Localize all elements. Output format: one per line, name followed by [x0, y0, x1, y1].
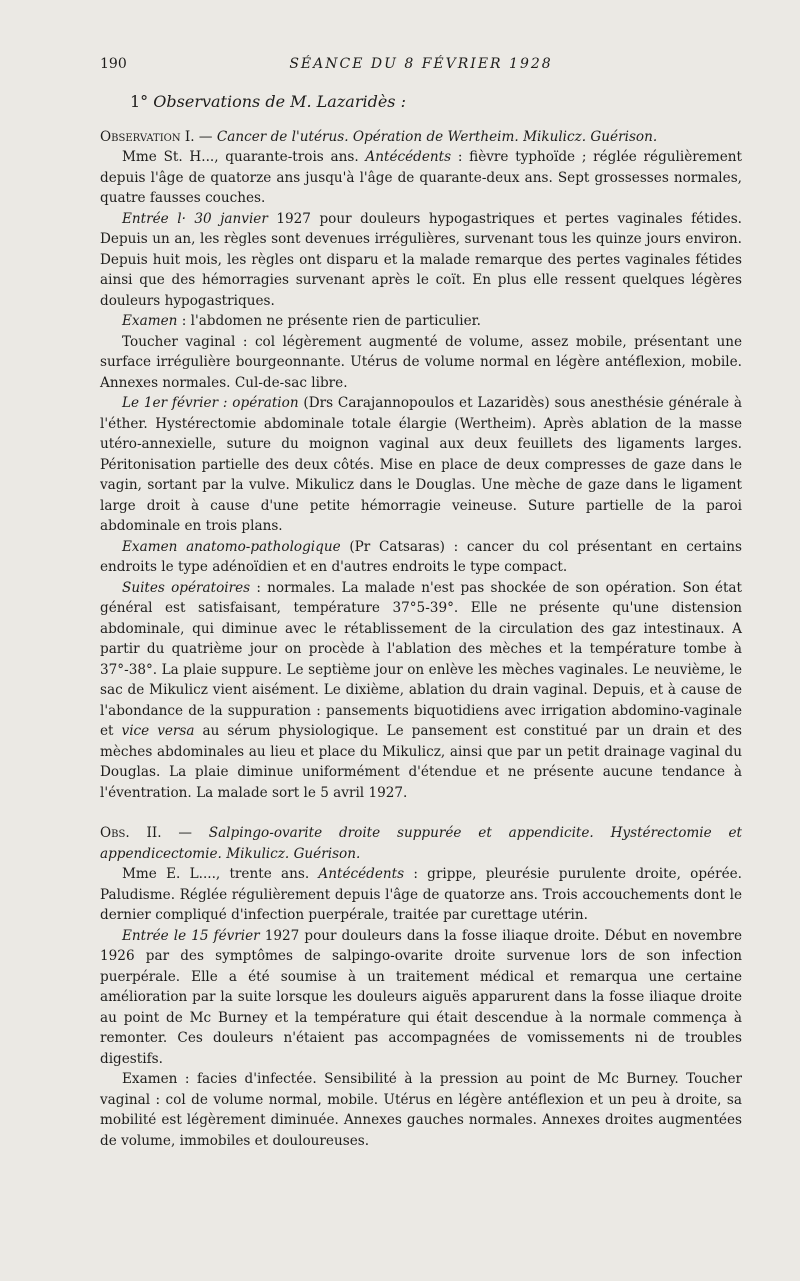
obs1-heading [100, 127, 742, 148]
obs1-label: Observation I. — [100, 128, 217, 145]
obs2-p1-c: : grippe, pleurésie purulente droite, opérée. Paludisme. Réglée régulièrement depuis l'âge de quatorze ans. Trois accouchements dont le dernier compliqué d'infection puerpérale, traitée par curettage utérin. [100, 866, 742, 923]
obs1-p5-a: Le 1er février : opération [122, 395, 299, 411]
section-title: Observations de M. Lazaridès : [153, 92, 406, 111]
obs2-paragraph-2 [100, 926, 742, 1070]
obs1-title: Cancer de l'utérus. Opération de Wertheim. Mikulicz. Guérison. [216, 128, 658, 145]
running-title: SÉANCE DU 8 FÉVRIER 1928 [289, 56, 553, 72]
obs2-title: Salpingo-ovarite droite suppurée et appendicite. Hystérectomie et appendicectomie. Mikulicz. Guérison. [100, 825, 742, 862]
obs1-p1-a: Mme St. H..., quarante-trois ans. [122, 149, 366, 165]
obs1-p7-c: vice versa [121, 723, 195, 739]
obs1-paragraph-4: Toucher vaginal : col légèrement augmenté de volume, assez mobile, présentant une surface irrégulière bourgeonnante. Utérus de volume normal en légère antéflexion, mobile. Annexes normales. Cul-de-sac libre. [100, 333, 742, 391]
obs1-p7-b: : normales. La malade n'est pas shockée de son opération. Son état général est satisfaisant, température 37°5-39°. Elle ne présente qu'une distension abdominale, qui diminue avec le rétablissement de la circulation des gaz intestinaux. A partir du quatrième jour on procède à l'ablation des mèches et la température tombe à 37°-38°. La plaie suppure. Le septième jour on enlève les mèches vaginales. Le neuvième, le sac de Mikulicz vient aisément. Le dixième, ablation du drain vaginal. Depuis, et à cause de l'abondance de la suppuration : pansements biquotidiens avec irrigation abdomino-vaginale et [100, 579, 742, 739]
obs1-p3-a: Examen [122, 313, 178, 329]
obs1-paragraph-5 [100, 393, 742, 537]
obs1-paragraph-7 [100, 578, 742, 804]
obs1-p7-a: Suites opératoires [122, 579, 251, 596]
obs1-p6-b: (Pr Catsaras) : cancer du col présentant en certains endroits le type adénoïdien et en d'autres endroits le type compact. [100, 538, 742, 575]
page-number: 190 [100, 56, 127, 72]
obs1-p7-d: au sérum physiologique. Le pansement est constitué par un drain et des mèches abdominales au lieu et place du Mikulicz, ainsi que par un petit drainage vaginal du Douglas. La plaie diminue uniformément d'étendue et ne présente aucune tendance à l'éventration. La malade sort le 5 avril 1927. [100, 723, 742, 801]
obs2-p2-b: 1927 pour douleurs dans la fosse iliaque droite. Début en novembre 1926 par des symptômes de salpingo-ovarite droite survenue lors de son infection puerpérale. Elle a été soumise à un traitement médical et remarqua une certaine amélioration par la suite lorsque les douleurs aiguës apparurent dans la fosse iliaque droite au point de Mc Burney et la température qui était descendue à la normale commença à remonter. Ces douleurs n'étaient pas accompagnées de vomissements ni de troubles digestifs. [100, 927, 742, 1067]
obs2-p1-b: Antécédents [318, 866, 405, 882]
obs2-p1-a: Mme E. L...., trente ans. [122, 866, 319, 882]
section-heading [130, 92, 742, 113]
obs1-paragraph-2 [100, 209, 742, 312]
obs1-p2-b: 1927 pour douleurs hypogastriques et pertes vaginales fétides. Depuis un an, les règles sont devenues irrégulières, survenant tous les quinze jours environ. Depuis huit mois, les règles ont disparu et la malade remarque des pertes vaginales fétides ainsi que des hémorragies survenant après le coït. En plus elle ressent quelques légères douleurs hypogastriques. [100, 210, 742, 309]
obs1-p3-b: : l'abdomen ne présente rien de particulier. [177, 313, 481, 329]
section-number: 1° [130, 92, 149, 111]
obs2-paragraph-3: Examen : facies d'infectée. Sensibilité à la pression au point de Mc Burney. Toucher vaginal : col de volume normal, mobile. Utérus en légère antéflexion et un peu à droite, sa mobilité est légèrement diminuée. Annexes gauches normales. Annexes droites augmentées de volume, immobiles et douloureuses. [100, 1071, 742, 1149]
obs1-paragraph-1 [100, 147, 742, 209]
page-header [100, 56, 742, 78]
obs1-p2-a: Entrée l· 30 janvier [122, 210, 268, 227]
obs2-label: Obs. II. — [100, 825, 209, 841]
obs1-paragraph-3 [100, 311, 742, 332]
article-body [100, 92, 742, 1151]
obs1-p1-c: : fièvre typhoïde ; réglée régulièrement depuis l'âge de quatorze ans jusqu'à l'âge de quarante-deux ans. Sept grossesses normales, quatre fausses couches. [100, 149, 742, 206]
obs1-p6-a: Examen anatomo-pathologique [122, 538, 341, 555]
obs2-heading [100, 823, 742, 864]
obs2-p2-a: Entrée le 15 février [122, 927, 260, 944]
obs2-paragraph-1 [100, 864, 742, 926]
section-gap [100, 803, 742, 823]
obs1-p5-b: (Drs Carajannopoulos et Lazaridès) sous anesthésie générale à l'éther. Hystérectomie abdominale totale élargie (Wertheim). Après ablation de la masse utéro-annexielle, suture du moignon vaginal aux deux feuillets des ligaments larges. Péritonisation partielle des deux côtés. Mise en place de deux compresses de gaze dans le vagin, sortant par la vulve. Mikulicz dans le Douglas. Une mèche de gaze dans le ligament large droit à cause d'une petite hémorragie veineuse. Suture partielle de la paroi abdominale en trois plans. [100, 395, 742, 534]
obs1-paragraph-6 [100, 537, 742, 578]
obs1-p1-b: Antécédents [365, 149, 452, 165]
